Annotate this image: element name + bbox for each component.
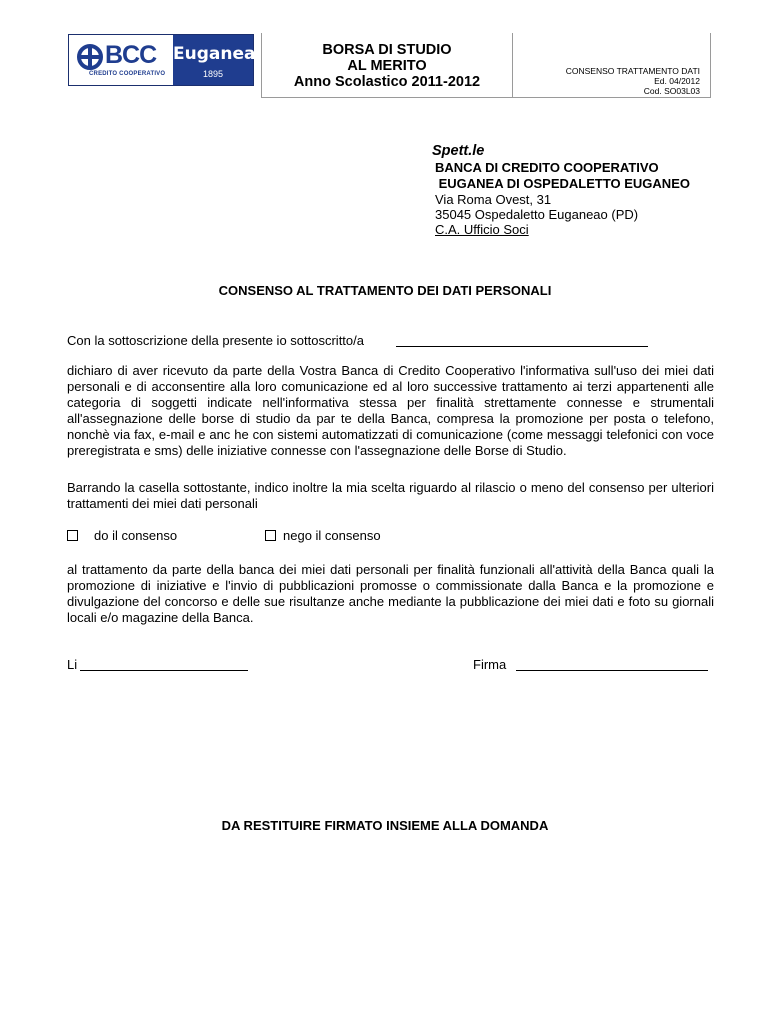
form-heading: CONSENSO AL TRATTAMENTO DEI DATI PERSONALI xyxy=(218,283,552,298)
deny-consent-checkbox[interactable] xyxy=(265,530,276,541)
doc-edition: Ed. 04/2012 xyxy=(654,76,700,86)
doc-code: Cod. SO03L03 xyxy=(643,86,700,96)
bcc-emblem-icon xyxy=(77,44,103,70)
place-field[interactable] xyxy=(80,670,248,671)
header-divider-right xyxy=(710,33,711,98)
title-line-2: AL MERITO xyxy=(347,58,427,74)
header-divider-mid xyxy=(512,33,513,98)
give-consent-checkbox[interactable] xyxy=(67,530,78,541)
logo-bcc-text: BCC xyxy=(105,41,157,69)
header-bottom-rule xyxy=(262,97,711,98)
consent-paragraph-1: dichiaro di aver ricevuto da parte della Vostra Banca di Credito Cooperativo l'informativa sull'uso dei miei dati personali e di acconsentire alla loro comunicazione ed al loro successive trattamento ai terzi appartenenti alle categoria di soggetti indicate nell'informativa stessa per finalità strettamente connesse e strumentali all'assegnazione delle borse di studio da par te della Banca, compresa la promozione per posta o telefono, nonchè via fax, e-mail e anc he con sistemi automatizzati di comunicazione (come messaggi telefonici con voce preregistrata e sms) delle iniziative connesse con l'assegnazione delle Borse di Studio. xyxy=(67,363,714,458)
return-instruction: DA RESTITUIRE FIRMATO INSIEME ALLA DOMANDA xyxy=(221,818,549,833)
title-line-3: Anno Scolastico 2011-2012 xyxy=(293,74,481,90)
recipient-street: Via Roma Ovest, 31 xyxy=(435,192,552,207)
logo-bcc-panel xyxy=(69,35,173,85)
recipient-name-1: BANCA DI CREDITO COOPERATIVO xyxy=(435,160,659,175)
recipient-city: 35045 Ospedaletto Euganeao (PD) xyxy=(435,207,639,222)
signature-label: Firma xyxy=(473,657,507,672)
signature-field[interactable] xyxy=(516,670,708,671)
consent-paragraph-2: Barrando la casella sottostante, indico inoltre la mia scelta riguardo al rilascio o meno del consenso per ulteriori trattamenti dei miei dati personali xyxy=(67,480,714,511)
consent-paragraph-3: al trattamento da parte della banca dei miei dati personali per finalità funzionali all'attività della Banca quali la promozione di iniziative e l'invio di pubblicazioni promosse o commissionate dalla Banca e la promozione e divulgazione del concorso e delle sue risultanze anche mediante la pubblicazione dei miei dati e foto su giornali locali e/o magazine della Banca. xyxy=(67,562,714,625)
recipient-attention: C.A. Ufficio Soci xyxy=(435,222,529,237)
give-consent-label: do il consenso xyxy=(94,528,178,543)
subscriber-name-field[interactable] xyxy=(396,346,648,347)
title-line-1: BORSA DI STUDIO xyxy=(322,42,452,58)
logo-euganea-panel xyxy=(173,35,256,85)
logo-brand-text: Euganea xyxy=(173,44,256,64)
logo-subtitle: CREDITO COOPERATIVO xyxy=(89,71,166,77)
bcc-euganea-logo xyxy=(68,34,254,86)
recipient-name-2: EUGANEA DI OSPEDALETTO EUGANEO xyxy=(435,176,690,191)
deny-consent-label: nego il consenso xyxy=(283,528,381,543)
logo-year: 1895 xyxy=(202,69,224,79)
doc-name: CONSENSO TRATTAMENTO DATI xyxy=(565,66,700,76)
place-label: Li xyxy=(67,657,78,672)
salutation: Spett.le xyxy=(432,143,485,159)
subscription-prefix: Con la sottoscrizione della presente io sottoscritto/a xyxy=(67,333,364,348)
